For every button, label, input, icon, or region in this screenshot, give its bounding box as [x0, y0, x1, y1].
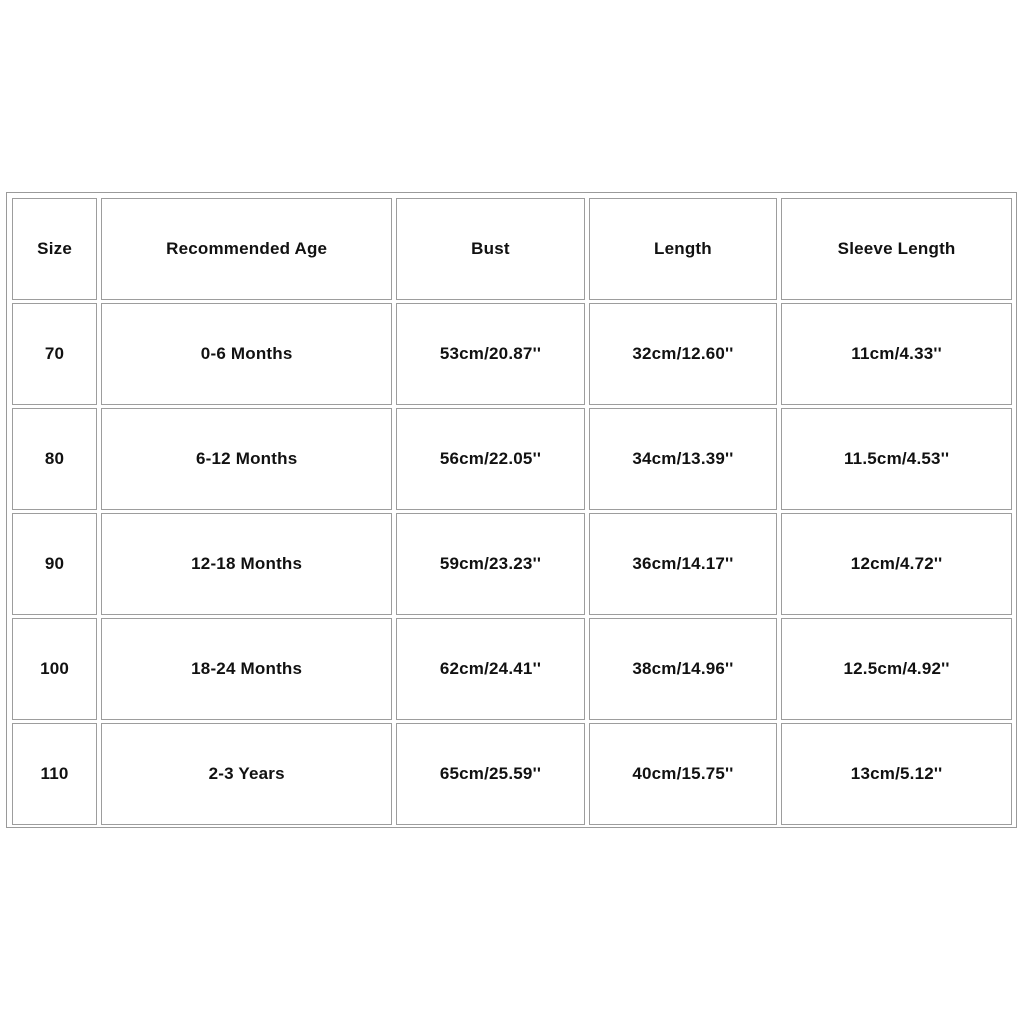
cell-bust: 56cm/22.05''	[396, 408, 584, 510]
cell-size: 100	[12, 618, 97, 720]
cell-length: 36cm/14.17''	[589, 513, 777, 615]
header-sleeve-length: Sleeve Length	[781, 198, 1012, 300]
cell-length: 32cm/12.60''	[589, 303, 777, 405]
cell-age: 12-18 Months	[101, 513, 392, 615]
header-recommended-age: Recommended Age	[101, 198, 392, 300]
cell-sleeve-length: 11.5cm/4.53''	[781, 408, 1012, 510]
table-row	[12, 513, 1012, 615]
cell-size: 80	[12, 408, 97, 510]
cell-age: 2-3 Years	[101, 723, 392, 825]
cell-age: 0-6 Months	[101, 303, 392, 405]
cell-sleeve-length: 11cm/4.33''	[781, 303, 1012, 405]
header-bust: Bust	[396, 198, 584, 300]
cell-bust: 62cm/24.41''	[396, 618, 584, 720]
cell-length: 34cm/13.39''	[589, 408, 777, 510]
size-table	[8, 195, 1016, 828]
table-header-row	[12, 198, 1012, 300]
table-row	[12, 723, 1012, 825]
cell-age: 18-24 Months	[101, 618, 392, 720]
cell-bust: 59cm/23.23''	[396, 513, 584, 615]
cell-sleeve-length: 13cm/5.12''	[781, 723, 1012, 825]
cell-bust: 65cm/25.59''	[396, 723, 584, 825]
cell-size: 110	[12, 723, 97, 825]
cell-sleeve-length: 12cm/4.72''	[781, 513, 1012, 615]
cell-size: 90	[12, 513, 97, 615]
cell-length: 40cm/15.75''	[589, 723, 777, 825]
size-chart	[6, 192, 1017, 828]
table-row	[12, 408, 1012, 510]
cell-bust: 53cm/20.87''	[396, 303, 584, 405]
header-size: Size	[12, 198, 97, 300]
table-row	[12, 618, 1012, 720]
header-length: Length	[589, 198, 777, 300]
cell-length: 38cm/14.96''	[589, 618, 777, 720]
cell-age: 6-12 Months	[101, 408, 392, 510]
table-row	[12, 303, 1012, 405]
cell-size: 70	[12, 303, 97, 405]
cell-sleeve-length: 12.5cm/4.92''	[781, 618, 1012, 720]
